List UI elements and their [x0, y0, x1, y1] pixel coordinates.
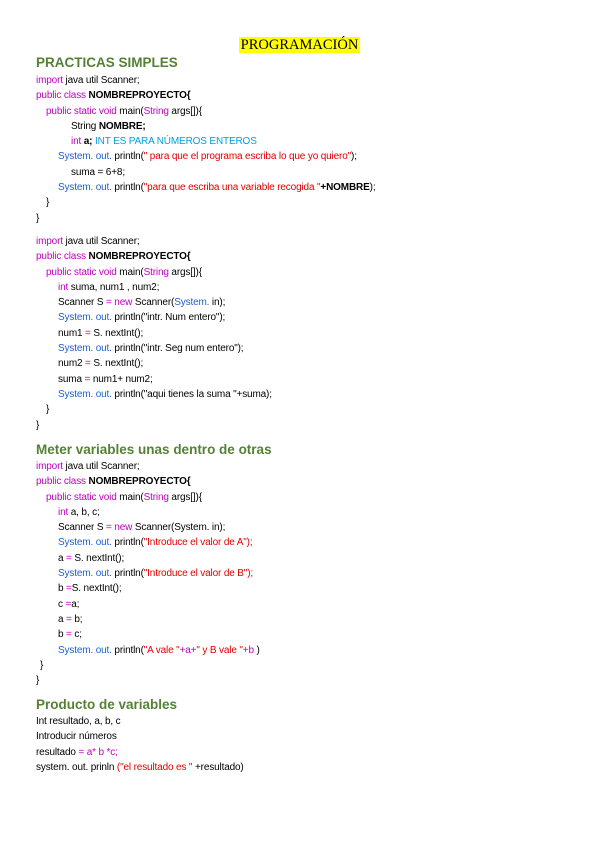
code-line: }: [36, 212, 40, 224]
code-line: num1 = S. nextInt();: [58, 327, 144, 339]
code-line: }: [36, 419, 40, 431]
code-line: public class NOMBREPROYECTO{: [36, 90, 191, 102]
code-line: public class NOMBREPROYECTO{: [36, 476, 191, 488]
code-line: Scanner S = new Scanner(System. in);: [58, 522, 226, 534]
code-line: int a, b, c;: [58, 506, 100, 518]
code-line: }: [40, 659, 44, 671]
code-line: System. out. println("Introduce el valor de A");: [58, 537, 253, 549]
code-line: int suma, num1 , num2;: [58, 281, 160, 293]
code-line: System. out. println("A vale "+a+" y B vale "+b ): [58, 644, 260, 656]
code-line: }: [46, 404, 50, 416]
section-heading-practicas-simples: PRACTICAS SIMPLES: [36, 55, 178, 70]
code-block-suma: [36, 234, 272, 433]
code-line: Int resultado, a, b, c: [36, 716, 121, 727]
code-line: system. out. prinln ("el resultado es " +resultado): [36, 761, 244, 773]
code-line: import java util Scanner;: [36, 461, 140, 472]
code-line: }: [46, 197, 50, 209]
code-line: num2 = S. nextInt();: [58, 358, 144, 370]
code-block-meter-variables: [36, 459, 260, 688]
code-line: Introducir números: [36, 731, 117, 743]
code-line: resultado = a* b *c;: [36, 746, 118, 758]
code-line: b = c;: [58, 629, 82, 641]
code-line: public class NOMBREPROYECTO{: [36, 251, 191, 263]
code-line: public static void main(String args[]){: [46, 491, 202, 503]
code-line: public static void main(String args[]){: [46, 105, 202, 117]
section-heading-meter-variables: Meter variables unas dentro de otras: [36, 442, 272, 457]
code-line: System. out. println("aqui tienes la suma "+suma);: [58, 388, 272, 400]
code-line: import java util Scanner;: [36, 75, 140, 86]
code-line: System. out. println(" para que el programa escriba lo que yo quiero");: [58, 151, 357, 163]
code-line: int a; INT ES PARA NÚMEROS ENTEROS: [71, 136, 257, 148]
code-line: b =S. nextInt();: [58, 583, 122, 595]
code-line: c =a;: [58, 598, 80, 610]
code-line: public static void main(String args[]){: [46, 266, 202, 278]
page-title: PROGRAMACIÓN: [240, 37, 359, 53]
code-line: a = b;: [58, 613, 83, 625]
code-line: Scanner S = new Scanner(System. in);: [58, 297, 226, 309]
code-line: System. out. println("Introduce el valor de B");: [58, 568, 253, 580]
code-line: System. out. println("intr. Seg num entero");: [58, 343, 244, 355]
code-block-practicas-simples: [36, 73, 375, 226]
code-line: System. out. println("intr. Num entero");: [58, 312, 226, 324]
code-line: import java util Scanner;: [36, 236, 140, 247]
code-line: }: [36, 675, 40, 687]
code-line: suma = 6+8;: [71, 166, 125, 178]
code-block-producto-variables: [36, 714, 244, 775]
code-line: a = S. nextInt();: [58, 552, 125, 564]
code-line: System. out. println("para que escriba una variable recogida "+NOMBRE);: [58, 182, 376, 194]
section-heading-producto-variables: Producto de variables: [36, 697, 178, 712]
code-line: String NOMBRE;: [71, 120, 146, 132]
code-line: suma = num1+ num2;: [58, 373, 153, 385]
